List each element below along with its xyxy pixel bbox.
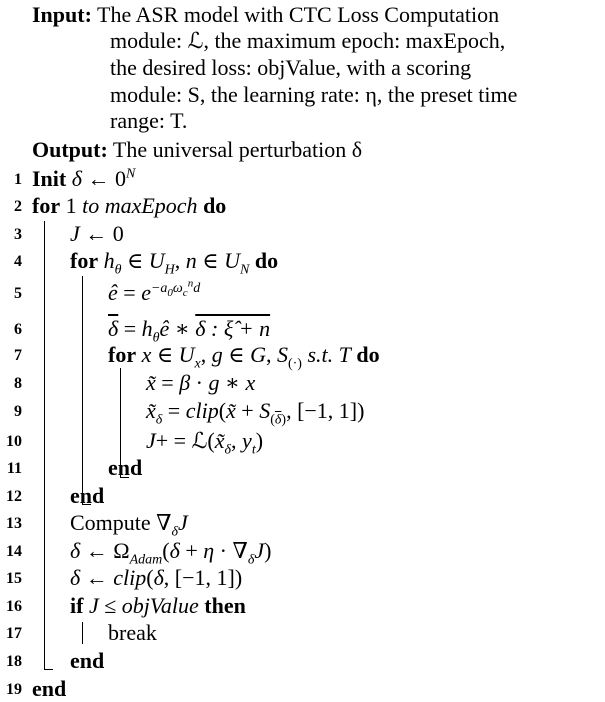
keyword-do: do (203, 193, 227, 218)
algo-line-17: break (108, 620, 157, 645)
algo-line-12 (70, 483, 104, 509)
input-line-1: The ASR model with CTC Loss Computation (97, 2, 500, 27)
line-number: 3 (14, 226, 22, 243)
scope-bar-if (82, 622, 83, 644)
line-number: 19 (6, 681, 22, 698)
output-label: Output: (32, 137, 108, 162)
scope-tick (44, 669, 53, 670)
input-line-4: module: S, the learning rate: η, the preset time (110, 82, 518, 107)
line-number: 4 (14, 253, 22, 270)
line-number: 2 (14, 198, 22, 215)
algo-line-8: x̃ = β · g ∗ x (146, 370, 256, 395)
line-number: 1 (14, 171, 22, 188)
line-number: 7 (14, 347, 22, 364)
input-line-3: the desired loss: objValue, with a scoring (110, 55, 472, 80)
scope-bar-outer (44, 221, 45, 669)
scope-bar-for-h (82, 276, 83, 504)
keyword-do: do (356, 342, 380, 367)
algo-line-7: for x ∈ $U_x$, g ∈ G, $S_{(\cdot)}$ s.t. T do (108, 342, 380, 372)
input-label: Input: (32, 2, 92, 27)
line-number: 15 (6, 570, 22, 587)
output-block (32, 137, 362, 163)
input-line-2: module: ℒ, the maximum epoch: maxEpoch, (110, 28, 506, 53)
keyword-for: for (108, 342, 137, 367)
keyword-for: for (70, 248, 99, 273)
line-number: 9 (14, 403, 22, 420)
line-number: 8 (14, 375, 22, 392)
keyword-do: do (254, 248, 279, 273)
input-line-5: range: T. (110, 108, 188, 133)
algo-line-18 (70, 648, 104, 674)
algo-line-14: δ ← $\Omega_{Adam}(\delta + \eta \cdot \nabla_\delta J)$ (70, 538, 272, 568)
line-number: 13 (6, 515, 22, 532)
algo-line-10: $J+ = ℒ(x̃_\delta$, $y_t$) (146, 428, 264, 458)
algo-line-2: for 1 to maxEpoch do (32, 193, 227, 218)
keyword-then: then (204, 593, 246, 618)
algo-line-11 (108, 455, 142, 481)
algo-line-4: for $h_\theta$ ∈ $U_H$, n ∈ $U_N$ do (70, 248, 279, 278)
keyword-if: if (70, 593, 84, 618)
algo-line-19 (32, 676, 66, 702)
line-number: 17 (6, 625, 22, 642)
line-number: 5 (14, 285, 22, 302)
algo-line-5: ê = $e^{-a_0\omega_c^nd}$ (108, 277, 201, 305)
line-number: 11 (6, 460, 22, 477)
keyword-end: end (70, 648, 105, 673)
keyword-end: end (70, 483, 105, 508)
line-number: 18 (6, 653, 22, 670)
algo-line-1: Init δ ← $0^N$ (32, 166, 136, 191)
output-text: The universal perturbation δ (112, 137, 363, 162)
line-number: 12 (6, 488, 22, 505)
keyword-for: for (32, 193, 61, 218)
line-number: 6 (14, 321, 22, 338)
algo-line-3: J ← 0 (70, 221, 124, 246)
keyword-end: end (108, 455, 143, 480)
keyword-init: Init (32, 166, 67, 191)
line-number: 10 (6, 433, 22, 450)
line-number: 14 (6, 543, 22, 560)
algo-line-9: $x̃_\delta$ = clip(x̃ + $S_{(\overline{\delta})}$, [−1, 1]) (146, 398, 365, 428)
algo-line-6: $\overline{\delta}$ = $h_\theta ê$ ∗ δ : ξ̂ + n (108, 316, 271, 346)
algo-line-13: Compute $\nabla_\delta J$ (70, 510, 188, 540)
algo-line-15: δ ← clip(δ, [−1, 1]) (70, 565, 243, 590)
algo-line-16: if J ≤ objValue then (70, 593, 246, 618)
line-number: 16 (6, 598, 22, 615)
keyword-end: end (32, 676, 67, 701)
input-block (32, 2, 499, 28)
